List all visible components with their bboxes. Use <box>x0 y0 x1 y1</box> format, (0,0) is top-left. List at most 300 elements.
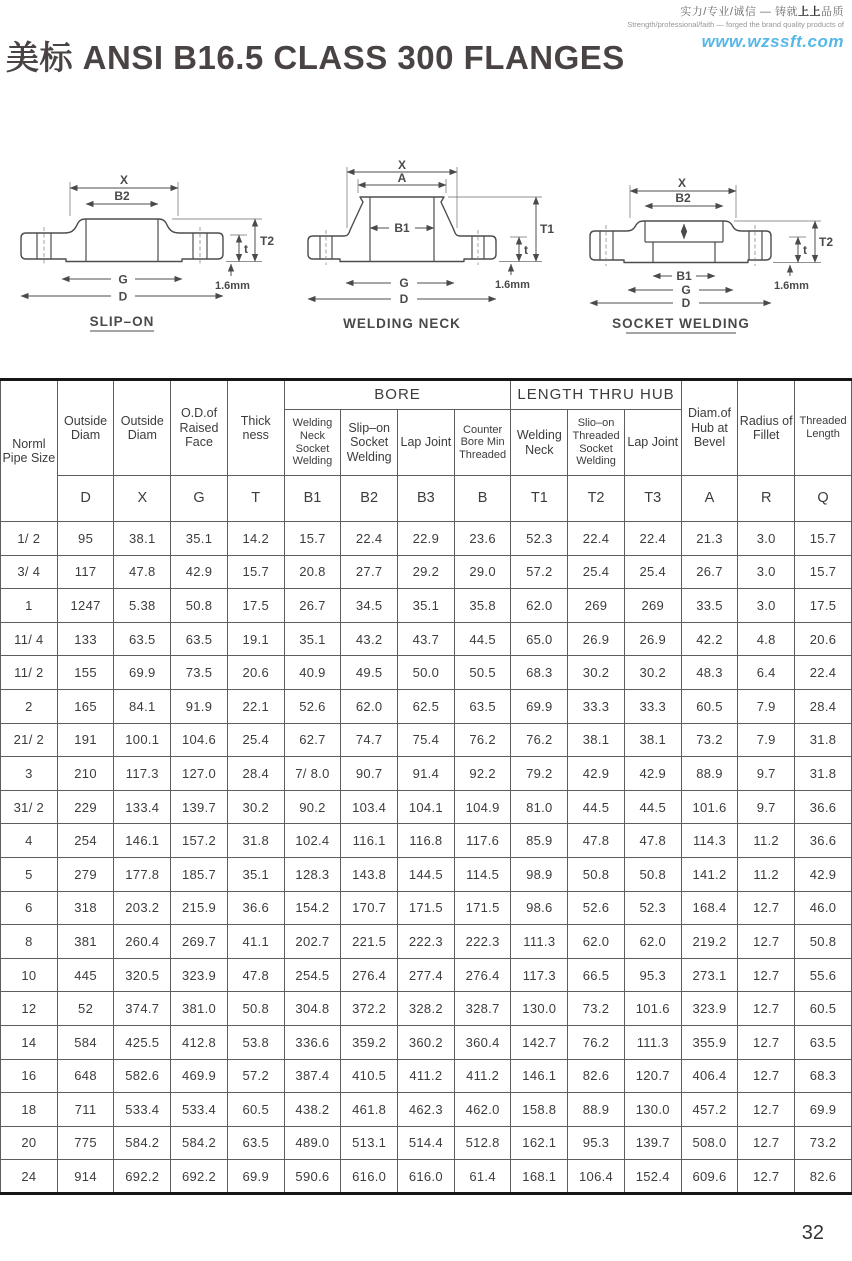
dimension-cell: 104.9 <box>454 790 511 824</box>
dimension-cell: 489.0 <box>284 1126 341 1160</box>
socket-welding-drawing <box>590 221 771 266</box>
dimension-cell: 273.1 <box>681 958 738 992</box>
dimension-cell: 21.3 <box>681 522 738 556</box>
dimension-cell: 320.5 <box>114 958 171 992</box>
slip-on-dimensions <box>21 173 274 331</box>
header-od-raised-face: O.D.of Raised Face <box>171 380 228 476</box>
dimension-cell: 12.7 <box>738 891 795 925</box>
dimension-cell: 46.0 <box>795 891 852 925</box>
dimension-cell: 38.1 <box>568 723 625 757</box>
dimension-cell: 35.8 <box>454 589 511 623</box>
dim-label-x: X <box>119 173 129 187</box>
dimension-cell: 62.5 <box>398 689 455 723</box>
dimension-cell: 52.3 <box>624 891 681 925</box>
dimension-cell: 101.6 <box>681 790 738 824</box>
dimension-cell: 412.8 <box>171 1025 228 1059</box>
dimension-cell: 12.7 <box>738 1059 795 1093</box>
dimension-cell: 168.1 <box>511 1160 568 1194</box>
dimension-cell: 91.9 <box>171 689 228 723</box>
dimension-cell: 457.2 <box>681 1093 738 1127</box>
dimension-cell: 461.8 <box>341 1093 398 1127</box>
dimension-cell: 30.2 <box>568 656 625 690</box>
dim-label-x: X <box>397 158 407 172</box>
dimension-cell: 222.3 <box>454 925 511 959</box>
dimension-cell: 50.8 <box>227 992 284 1026</box>
dimension-cell: 355.9 <box>681 1025 738 1059</box>
dimension-cell: 69.9 <box>227 1160 284 1194</box>
dim-label-d: D <box>118 289 128 304</box>
dimension-cell: 616.0 <box>398 1160 455 1194</box>
dimension-cell: 25.4 <box>624 555 681 589</box>
dimension-cell: 28.4 <box>795 689 852 723</box>
dimension-cell: 533.4 <box>171 1093 228 1127</box>
header-length-thru-hub-group: LENGTH THRU HUB <box>511 380 681 410</box>
dimension-cell: 95 <box>57 522 114 556</box>
header-thickness: Thick ness <box>227 380 284 476</box>
dimension-cell: 221.5 <box>341 925 398 959</box>
pipe-size-cell: 11/ 4 <box>1 622 58 656</box>
dimension-cell: 62.0 <box>568 925 625 959</box>
dimension-cell: 65.0 <box>511 622 568 656</box>
dimension-cell: 127.0 <box>171 757 228 791</box>
dimension-cell: 318 <box>57 891 114 925</box>
dimension-cell: 22.4 <box>795 656 852 690</box>
dimension-cell: 111.3 <box>624 1025 681 1059</box>
dimension-cell: 88.9 <box>568 1093 625 1127</box>
dimension-cell: 143.8 <box>341 857 398 891</box>
dimension-cell: 50.8 <box>171 589 228 623</box>
dimension-cell: 43.2 <box>341 622 398 656</box>
dim-label-b2: B2 <box>114 189 130 203</box>
dimension-cell: 11.2 <box>738 824 795 858</box>
dimension-cell: 116.1 <box>341 824 398 858</box>
dimension-cell: 7.9 <box>738 689 795 723</box>
dimension-cell: 68.3 <box>795 1059 852 1093</box>
pipe-size-cell: 16 <box>1 1059 58 1093</box>
symbol-b1: B1 <box>284 476 341 522</box>
dimension-cell: 29.2 <box>398 555 455 589</box>
table-row <box>1 589 852 623</box>
table-body <box>1 522 852 1194</box>
dimension-cell: 128.3 <box>284 857 341 891</box>
dimension-cell: 12.7 <box>738 1160 795 1194</box>
dimension-cell: 47.8 <box>227 958 284 992</box>
pipe-size-cell: 24 <box>1 1160 58 1194</box>
dimension-cell: 73.5 <box>171 656 228 690</box>
dimension-cell: 157.2 <box>171 824 228 858</box>
dimension-cell: 582.6 <box>114 1059 171 1093</box>
table-row <box>1 1093 852 1127</box>
table-row <box>1 723 852 757</box>
table-row <box>1 656 852 690</box>
dim-label-t1: T1 <box>540 222 555 236</box>
dimension-cell: 692.2 <box>171 1160 228 1194</box>
dimension-cell: 7/ 8.0 <box>284 757 341 791</box>
dimension-cell: 19.1 <box>227 622 284 656</box>
dimension-cell: 269 <box>624 589 681 623</box>
dimension-cell: 360.4 <box>454 1025 511 1059</box>
dimension-cell: 411.2 <box>454 1059 511 1093</box>
dimension-cell: 269 <box>568 589 625 623</box>
dimension-cell: 219.2 <box>681 925 738 959</box>
pipe-size-cell: 3/ 4 <box>1 555 58 589</box>
table-row <box>1 522 852 556</box>
dimension-cell: 23.6 <box>454 522 511 556</box>
dimension-cell: 62.0 <box>341 689 398 723</box>
table-row <box>1 622 852 656</box>
raised-face-label: 1.6mm <box>495 279 530 291</box>
dimension-cell: 114.3 <box>681 824 738 858</box>
dimension-cell: 27.7 <box>341 555 398 589</box>
dimension-cell: 76.2 <box>454 723 511 757</box>
dimension-cell: 609.6 <box>681 1160 738 1194</box>
welding-neck-dimensions <box>308 158 554 331</box>
dimension-cell: 26.9 <box>624 622 681 656</box>
page-title: 美标 ANSI B16.5 CLASS 300 FLANGES <box>6 39 625 76</box>
dimension-cell: 92.2 <box>454 757 511 791</box>
dimension-cell: 103.4 <box>341 790 398 824</box>
socket-welding-caption: SOCKET WELDING <box>612 316 750 331</box>
dimension-cell: 15.7 <box>795 555 852 589</box>
header-outside-diam-d: Outside Diam <box>57 380 114 476</box>
table-row <box>1 857 852 891</box>
pipe-size-cell: 6 <box>1 891 58 925</box>
dimension-cell: 117.3 <box>511 958 568 992</box>
dimension-cell: 260.4 <box>114 925 171 959</box>
dimension-cell: 63.5 <box>795 1025 852 1059</box>
symbol-t: T <box>227 476 284 522</box>
dimension-cell: 154.2 <box>284 891 341 925</box>
dimension-cell: 42.9 <box>795 857 852 891</box>
header-bore-b1: Welding Neck Socket Welding <box>284 410 341 476</box>
dimension-cell: 12.7 <box>738 1025 795 1059</box>
dimension-cell: 111.3 <box>511 925 568 959</box>
table-row <box>1 891 852 925</box>
dimension-cell: 43.7 <box>398 622 455 656</box>
dimension-cell: 104.1 <box>398 790 455 824</box>
symbol-q: Q <box>795 476 852 522</box>
dimension-cell: 514.4 <box>398 1126 455 1160</box>
dimension-cell: 117 <box>57 555 114 589</box>
dimension-cell: 76.2 <box>568 1025 625 1059</box>
dimension-cell: 508.0 <box>681 1126 738 1160</box>
dimension-cell: 584.2 <box>114 1126 171 1160</box>
dimension-cell: 336.6 <box>284 1025 341 1059</box>
dim-label-b1: B1 <box>394 221 410 235</box>
dimension-cell: 35.1 <box>398 589 455 623</box>
dimension-cell: 15.7 <box>284 522 341 556</box>
dimension-cell: 17.5 <box>227 589 284 623</box>
dimension-cell: 406.4 <box>681 1059 738 1093</box>
dimension-cell: 42.9 <box>568 757 625 791</box>
dimension-cell: 61.4 <box>454 1160 511 1194</box>
dim-label-t2: T2 <box>260 234 275 248</box>
dim-label-x: X <box>677 176 687 190</box>
pipe-size-cell: 4 <box>1 824 58 858</box>
website-url[interactable]: www.wzssft.com <box>701 32 844 51</box>
header-lth-t3: Lap Joint <box>624 410 681 476</box>
dimension-cell: 66.5 <box>568 958 625 992</box>
header-outside-diam-x: Outside Diam <box>114 380 171 476</box>
dimension-cell: 22.4 <box>341 522 398 556</box>
dimension-cell: 276.4 <box>341 958 398 992</box>
dimension-cell: 69.9 <box>114 656 171 690</box>
dimension-cell: 711 <box>57 1093 114 1127</box>
dimension-cell: 75.4 <box>398 723 455 757</box>
dimension-cell: 9.7 <box>738 757 795 791</box>
dimension-cell: 171.5 <box>398 891 455 925</box>
dimension-cell: 215.9 <box>171 891 228 925</box>
dimension-cell: 12.7 <box>738 958 795 992</box>
symbol-d: D <box>57 476 114 522</box>
dimension-cell: 323.9 <box>171 958 228 992</box>
header-bore-group: BORE <box>284 380 511 410</box>
dimension-cell: 5.38 <box>114 589 171 623</box>
dimension-cell: 60.5 <box>681 689 738 723</box>
dimension-cell: 47.8 <box>624 824 681 858</box>
dimension-cell: 100.1 <box>114 723 171 757</box>
dimension-cell: 36.6 <box>795 824 852 858</box>
dimension-cell: 277.4 <box>398 958 455 992</box>
dimension-cell: 52.6 <box>284 689 341 723</box>
dimension-cell: 191 <box>57 723 114 757</box>
dimension-cell: 130.0 <box>624 1093 681 1127</box>
symbol-t3: T3 <box>624 476 681 522</box>
header-radius-fillet: Radius of Fillet <box>738 380 795 476</box>
dimension-cell: 133 <box>57 622 114 656</box>
dimension-cell: 372.2 <box>341 992 398 1026</box>
dimension-cell: 7.9 <box>738 723 795 757</box>
raised-face-label: 1.6mm <box>215 280 250 292</box>
dimension-cell: 914 <box>57 1160 114 1194</box>
dimension-cell: 12.7 <box>738 1093 795 1127</box>
dimension-cell: 254 <box>57 824 114 858</box>
brand-name: 上上 <box>798 6 821 18</box>
dimension-cell: 323.9 <box>681 992 738 1026</box>
table-header <box>1 380 852 522</box>
dim-label-a: A <box>397 171 407 185</box>
dimension-cell: 462.3 <box>398 1093 455 1127</box>
symbol-b: B <box>454 476 511 522</box>
dimension-cell: 4.8 <box>738 622 795 656</box>
dimension-cell: 155 <box>57 656 114 690</box>
dimension-cell: 114.5 <box>454 857 511 891</box>
dimension-cell: 52 <box>57 992 114 1026</box>
dimension-cell: 31.8 <box>795 757 852 791</box>
dimension-cell: 120.7 <box>624 1059 681 1093</box>
table-row <box>1 1126 852 1160</box>
pipe-size-cell: 14 <box>1 1025 58 1059</box>
dimension-cell: 50.8 <box>795 925 852 959</box>
dimension-cell: 52.6 <box>568 891 625 925</box>
dimension-cell: 50.8 <box>568 857 625 891</box>
dimension-cell: 142.7 <box>511 1025 568 1059</box>
dimension-cell: 775 <box>57 1126 114 1160</box>
dimension-cell: 616.0 <box>341 1160 398 1194</box>
dimension-cell: 69.9 <box>511 689 568 723</box>
header-bore-b2: Slip–on Socket Welding <box>341 410 398 476</box>
header-hub-at-bevel: Diam.of Hub at Bevel <box>681 380 738 476</box>
dimension-cell: 48.3 <box>681 656 738 690</box>
dimension-cell: 22.4 <box>624 522 681 556</box>
symbol-x: X <box>114 476 171 522</box>
dimension-cell: 84.1 <box>114 689 171 723</box>
dimension-cell: 269.7 <box>171 925 228 959</box>
dimension-cell: 360.2 <box>398 1025 455 1059</box>
socket-welding-dimensions <box>590 176 833 333</box>
dimension-cell: 17.5 <box>795 589 852 623</box>
dimension-cell: 90.2 <box>284 790 341 824</box>
dimension-cell: 44.5 <box>568 790 625 824</box>
table-row <box>1 824 852 858</box>
dimension-cell: 210 <box>57 757 114 791</box>
dimension-cell: 69.9 <box>795 1093 852 1127</box>
dim-label-b2: B2 <box>675 191 691 205</box>
pipe-size-cell: 21/ 2 <box>1 723 58 757</box>
raised-face-label: 1.6mm <box>774 280 809 292</box>
slip-on-drawing <box>21 219 223 265</box>
dimension-cell: 12.7 <box>738 992 795 1026</box>
pipe-size-cell: 5 <box>1 857 58 891</box>
pipe-size-cell: 3 <box>1 757 58 791</box>
pipe-size-cell: 1/ 2 <box>1 522 58 556</box>
dimension-cell: 584 <box>57 1025 114 1059</box>
pipe-size-cell: 20 <box>1 1126 58 1160</box>
dimension-cell: 3.0 <box>738 522 795 556</box>
dimension-cell: 139.7 <box>171 790 228 824</box>
table-row <box>1 992 852 1026</box>
pipe-size-cell: 31/ 2 <box>1 790 58 824</box>
pipe-size-cell: 1 <box>1 589 58 623</box>
dimension-cell: 116.8 <box>398 824 455 858</box>
dimension-cell: 82.6 <box>795 1160 852 1194</box>
dimension-cell: 73.2 <box>568 992 625 1026</box>
dimension-cell: 381.0 <box>171 992 228 1026</box>
dimension-cell: 387.4 <box>284 1059 341 1093</box>
dimension-cell: 31.8 <box>795 723 852 757</box>
dimension-cell: 74.7 <box>341 723 398 757</box>
dimension-cell: 425.5 <box>114 1025 171 1059</box>
table-row <box>1 1059 852 1093</box>
dimension-cell: 162.1 <box>511 1126 568 1160</box>
symbol-g: G <box>171 476 228 522</box>
welding-neck-diagram <box>286 158 568 343</box>
dimension-cell: 57.2 <box>511 555 568 589</box>
table-row <box>1 757 852 791</box>
symbol-r: R <box>738 476 795 522</box>
dimension-cell: 106.4 <box>568 1160 625 1194</box>
dimension-cell: 95.3 <box>568 1126 625 1160</box>
dimension-cell: 63.5 <box>227 1126 284 1160</box>
dimension-cell: 104.6 <box>171 723 228 757</box>
table-row <box>1 1025 852 1059</box>
dimension-cell: 36.6 <box>227 891 284 925</box>
dimension-cell: 328.7 <box>454 992 511 1026</box>
slip-on-diagram <box>4 158 286 343</box>
dimension-cell: 165 <box>57 689 114 723</box>
dimension-cell: 40.9 <box>284 656 341 690</box>
table-row <box>1 925 852 959</box>
masthead <box>627 3 844 52</box>
dimension-cell: 57.2 <box>227 1059 284 1093</box>
dimension-cell: 60.5 <box>795 992 852 1026</box>
header-pipe-size: Norml Pipe Size <box>1 380 58 522</box>
dimension-cell: 144.5 <box>398 857 455 891</box>
dim-label-t: t <box>524 243 528 257</box>
dimension-cell: 35.1 <box>284 622 341 656</box>
dimension-cell: 146.1 <box>114 824 171 858</box>
dimension-cell: 30.2 <box>624 656 681 690</box>
dimension-cell: 98.6 <box>511 891 568 925</box>
dimension-cell: 42.9 <box>624 757 681 791</box>
dimension-cell: 26.7 <box>284 589 341 623</box>
symbol-a: A <box>681 476 738 522</box>
dimension-cell: 25.4 <box>227 723 284 757</box>
dimension-cell: 63.5 <box>454 689 511 723</box>
dimension-cell: 381 <box>57 925 114 959</box>
dimension-cell: 462.0 <box>454 1093 511 1127</box>
dimension-cell: 101.6 <box>624 992 681 1026</box>
dimension-cell: 62.0 <box>511 589 568 623</box>
dimension-cell: 3.0 <box>738 589 795 623</box>
dimension-cell: 438.2 <box>284 1093 341 1127</box>
dimension-cell: 50.8 <box>624 857 681 891</box>
dimension-cell: 12.7 <box>738 925 795 959</box>
slip-on-caption: SLIP–ON <box>89 314 155 329</box>
dimension-cell: 36.6 <box>795 790 852 824</box>
dimension-cell: 31.8 <box>227 824 284 858</box>
dimension-cell: 47.8 <box>568 824 625 858</box>
dimension-cell: 73.2 <box>795 1126 852 1160</box>
dimension-cell: 50.0 <box>398 656 455 690</box>
dimension-cell: 584.2 <box>171 1126 228 1160</box>
table-row <box>1 689 852 723</box>
welding-neck-caption: WELDING NECK <box>343 316 461 331</box>
dimension-cell: 3.0 <box>738 555 795 589</box>
table-row <box>1 555 852 589</box>
dimension-cell: 29.0 <box>454 555 511 589</box>
slogan-english: Strength/professional/faith — forged the brand quality products of <box>627 20 844 29</box>
dimension-cell: 445 <box>57 958 114 992</box>
header-lth-t2: Slio–on Threaded Socket Welding <box>568 410 625 476</box>
dimension-cell: 38.1 <box>624 723 681 757</box>
dimension-cell: 117.6 <box>454 824 511 858</box>
header-bore-b: Counter Bore Min Threaded <box>454 410 511 476</box>
dimension-cell: 170.7 <box>341 891 398 925</box>
table-row <box>1 790 852 824</box>
dimension-cell: 76.2 <box>511 723 568 757</box>
dimension-cell: 1247 <box>57 589 114 623</box>
dimension-cell: 34.5 <box>341 589 398 623</box>
dimension-cell: 533.4 <box>114 1093 171 1127</box>
dimension-cell: 63.5 <box>171 622 228 656</box>
dimension-cell: 42.2 <box>681 622 738 656</box>
dimension-cell: 38.1 <box>114 522 171 556</box>
dimension-cell: 73.2 <box>681 723 738 757</box>
dimension-cell: 33.5 <box>681 589 738 623</box>
dim-label-d: D <box>681 296 691 310</box>
dimension-cell: 33.3 <box>568 689 625 723</box>
dimension-cell: 90.7 <box>341 757 398 791</box>
dimension-cell: 146.1 <box>511 1059 568 1093</box>
dimension-cell: 55.6 <box>795 958 852 992</box>
dimension-cell: 42.9 <box>171 555 228 589</box>
dimension-cell: 62.7 <box>284 723 341 757</box>
pipe-size-cell: 8 <box>1 925 58 959</box>
table-row <box>1 958 852 992</box>
dimension-cell: 95.3 <box>624 958 681 992</box>
dimension-cell: 141.2 <box>681 857 738 891</box>
